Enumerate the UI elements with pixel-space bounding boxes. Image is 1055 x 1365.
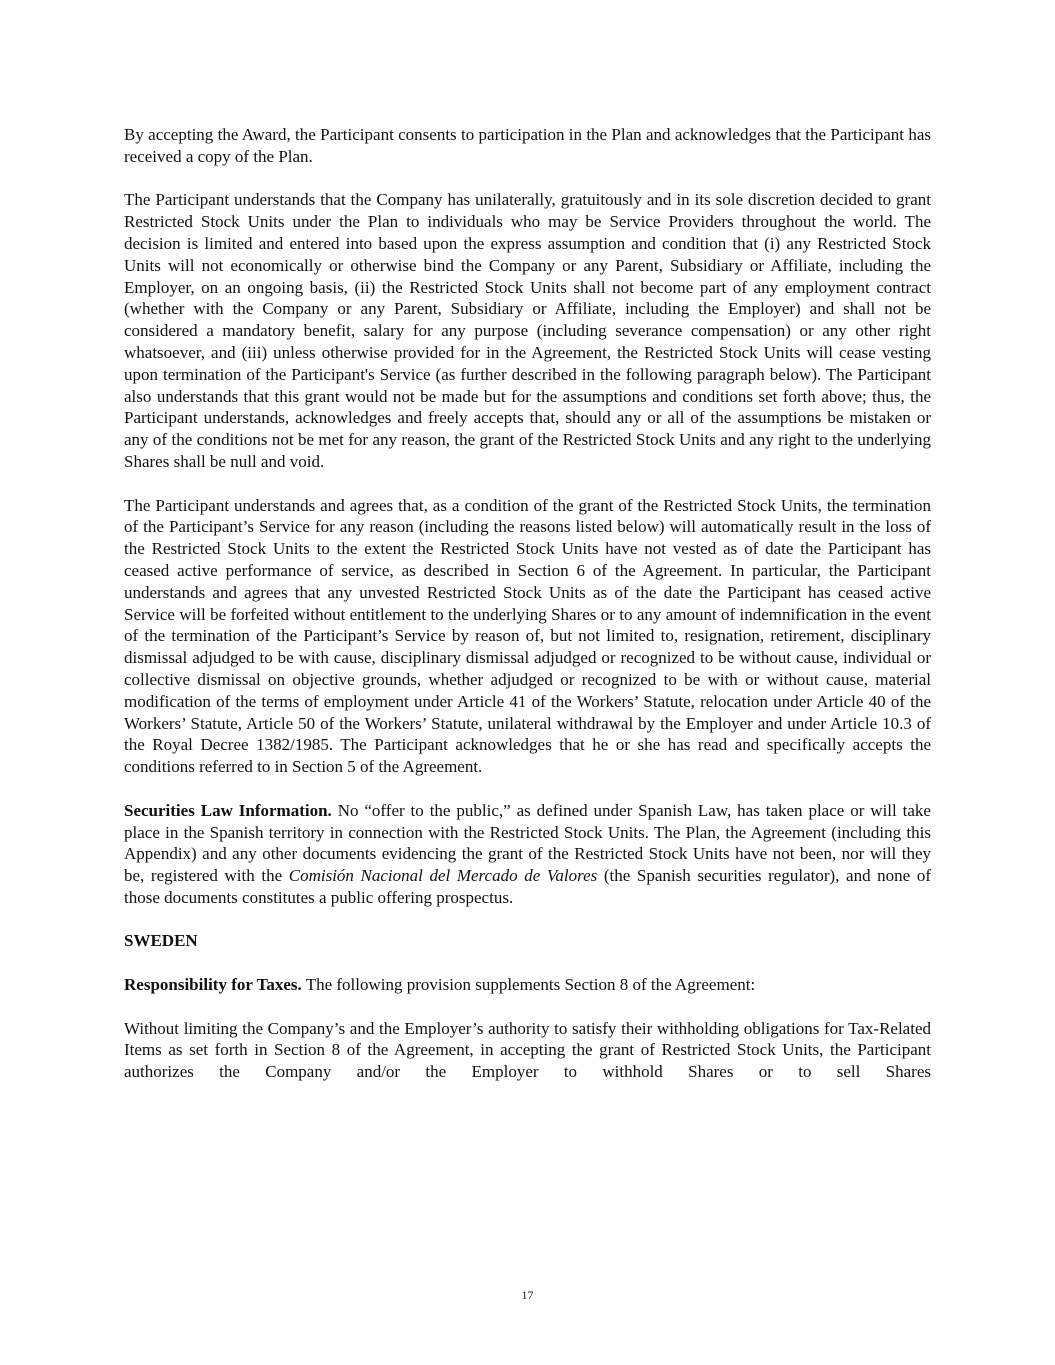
taxes-paragraph [124,974,931,996]
termination-paragraph: The Participant understands and agrees that, as a condition of the grant of the Restricted Stock Units, the termination of the Participant’s Service for any reason (including the reasons listed below) will automatically result in the loss of the Restricted Stock Units to the extent the Restricted Stock Units have not vested as of date the Participant has ceased active performance of service, as described in Section 6 of the Agreement. In particular, the Participant understands and agrees that any unvested Restricted Stock Units as of the date the Participant has ceased active Service will be forfeited without entitlement to the underlying Shares or to any amount of indemnification in the event of the termination of the Participant’s Service by reason of, but not limited to, resignation, retirement, disciplinary dismissal adjudged to be with cause, disciplinary dismissal adjudged or recognized to be without cause, individual or collective dismissal on objective grounds, whether adjudged or recognized to be with or without cause, material modification of the terms of employment under Article 41 of the Workers’ Statute, relocation under Article 40 of the Workers’ Statute, Article 50 of the Workers’ Statute, unilateral withdrawal by the Employer and under Article 10.3 of the Royal Decree 1382/1985. The Participant acknowledges that he or she has read and specifically accepts the conditions referred to in Section 5 of the Agreement. [124,495,931,777]
understanding-paragraph: The Participant understands that the Company has unilaterally, gratuitously and in its sole discretion decided to grant Restricted Stock Units under the Plan to individuals who may be Service Providers throughout the world. The decision is limited and entered into based upon the express assumption and condition that (i) any Restricted Stock Units will not economically or otherwise bind the Company or any Parent, Subsidiary or Affiliate, including the Employer, on an ongoing basis, (ii) the Restricted Stock Units shall not become part of any employment contract (whether with the Company or any Parent, Subsidiary or Affiliate, including the Employer) and shall not be considered a mandatory benefit, salary for any purpose (including severance compensation) or any other right whatsoever, and (iii) unless otherwise provided for in the Agreement, the Restricted Stock Units will cease vesting upon termination of the Participant's Service (as further described in the following paragraph below). The Participant also understands that this grant would not be made but for the assumptions and conditions set forth above; thus, the Participant understands, acknowledges and freely accepts that, should any or all of the assumptions be mistaken or any of the conditions not be met for any reason, the grant of the Restricted Stock Units and any right to the underlying Shares shall be null and void. [124,190,931,471]
securities-law-text-after: (the Spanish securities regulator), and none of those documents constitutes a public offering prospectus. [124,866,931,907]
securities-law-heading: Securities Law Information. [124,800,332,820]
country-heading: SWEDEN [124,931,198,951]
securities-law-text-before: No “offer to the public,” as defined under Spanish Law, has taken place or will take place in the Spanish territory in connection with the Restricted Stock Units. The Plan, the Agreement (including this Appendix) and any other documents evidencing the grant of the Restricted Stock Units have not been, nor will they be, registered with the [124,800,931,886]
consent-paragraph: By accepting the Award, the Participant consents to participation in the Plan and acknowledges that the Participant has received a copy of the Plan. [124,125,931,166]
taxes-text: The following provision supplements Section 8 of the Agreement: [301,975,756,995]
withholding-paragraph: Without limiting the Company’s and the Employer’s authority to satisfy their withholding obligations for Tax-Related Items as set forth in Section 8 of the Agreement, in accepting the grant of Restricted Stock Units, the Participant authorizes the Company and/or the Employer to withhold Shares or to sell Shares [124,1018,931,1082]
taxes-heading: Responsibility for Taxes. [124,975,302,995]
page-number: 17 [521,1288,534,1302]
document-page [124,124,931,1105]
securities-regulator-name: Comisión Nacional del Mercado de Valores [288,866,598,886]
securities-law-paragraph [124,800,931,909]
